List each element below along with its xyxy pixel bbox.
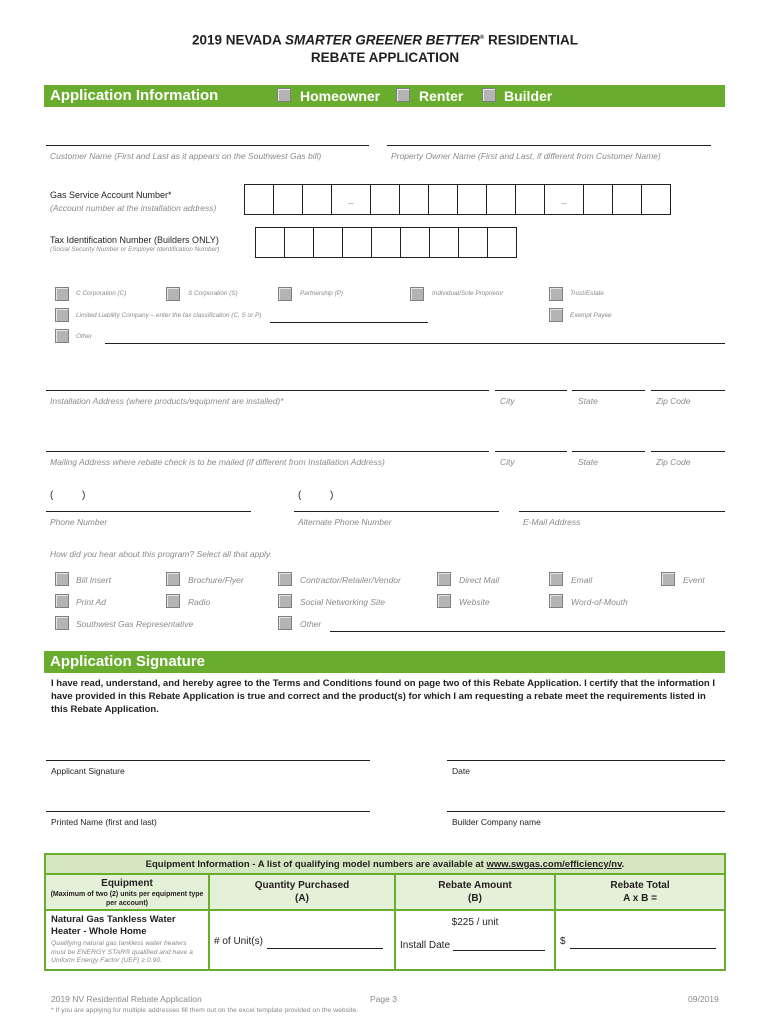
mailing-city-caption: City [500,457,515,467]
print-ad-checkbox[interactable] [55,594,69,608]
brochure-label: Brochure/Flyer [188,575,244,585]
footer-page: Page 3 [370,994,397,1004]
application-signature-header: Application Signature [44,651,725,673]
trust-estate-checkbox[interactable] [549,287,563,301]
other-tax-label: Other [76,333,92,340]
printed-name-caption: Printed Name (first and last) [51,817,157,827]
property-owner-caption: Property Owner Name (First and Last, if different from Customer Name) [391,151,661,161]
units-cell: # of Unit(s) [209,910,395,970]
date-field[interactable] [447,760,725,761]
installation-state-caption: State [578,396,598,406]
installation-city-field[interactable] [495,390,567,391]
individual-checkbox[interactable] [410,287,424,301]
hear-question: How did you hear about this program? Select all that apply. [50,549,272,559]
phone-field[interactable] [46,511,251,512]
equipment-row-name: Natural Gas Tankless Water Heater - Whole Home Qualifying natural gas tankless water heaters must be ENERGY STAR® qualified and have a Uniform Energy Factor (UEF) ≥ 0.90. [45,910,209,970]
other-source-label: Other [300,619,322,629]
llc-label: Limited Liability Company – enter the tax classification (C, S or P) [76,312,262,319]
application-info-header: Application Information Homeowner Renter Builder [44,85,725,107]
rebate-total-field[interactable] [570,948,716,949]
print-ad-label: Print Ad [76,597,106,607]
partnership-label: Partnership (P) [300,290,343,297]
tax-id-boxes[interactable] [256,227,517,258]
alt-phone-caption: Alternate Phone Number [298,517,392,527]
applicant-signature-caption: Applicant Signature [51,766,125,776]
email-source-label: Email [571,575,593,585]
mailing-zip-caption: Zip Code [656,457,691,467]
certification-text: I have read, understand, and hereby agree to the Terms and Conditions found on page two of this Rebate Application. I certify that the information I have provided in this Rebate Application is true and correct and the product(s) for which I am requesting a rebate meet the requirements listed in this Rebate Application. [51,678,716,715]
tax-id-label: Tax Identification Number (Builders ONLY) [50,235,219,245]
event-label: Event [683,575,705,585]
gas-account-sub: (Account number at the installation address) [50,203,217,213]
s-corp-checkbox[interactable] [166,287,180,301]
phone-paren-open: ( [50,490,54,501]
email-caption: E-Mail Address [523,517,581,527]
rebate-total-cell: $ [555,910,725,970]
rebate-total-col-header: Rebate Total A x B = [555,874,725,910]
renter-checkbox[interactable] [396,88,410,102]
customer-name-caption: Customer Name (First and Last as it appears on the Southwest Gas bill) [50,151,322,161]
radio-checkbox[interactable] [166,594,180,608]
builder-company-field[interactable] [447,811,725,812]
email-field[interactable] [519,511,725,512]
page-subtitle: REBATE APPLICATION [310,50,460,65]
direct-mail-label: Direct Mail [459,575,500,585]
social-networking-label: Social Networking Site [300,597,386,607]
radio-label: Radio [188,597,211,607]
footer-left: 2019 NV Residential Rebate Application [51,994,202,1004]
installation-zip-field[interactable] [651,390,725,391]
install-date-field[interactable] [453,950,545,951]
mailing-city-field[interactable] [495,451,567,452]
builder-checkbox[interactable] [482,88,496,102]
builder-label: Builder [504,88,553,104]
gas-account-label: Gas Service Account Number* [50,190,172,200]
alt-phone-field[interactable] [294,511,499,512]
other-source-field[interactable] [330,631,725,632]
builder-company-caption: Builder Company name [452,817,541,827]
printed-name-field[interactable] [46,811,370,812]
installation-city-caption: City [500,396,515,406]
individual-label: Individual/Sole Proprietor [432,290,504,297]
page-title: 2019 NEVADA SMARTER GREENER BETTER® RESIDENTIAL [191,32,578,48]
units-field[interactable] [267,948,383,949]
exempt-payee-checkbox[interactable] [549,308,563,322]
footer-note: * If you are applying for multiple addresses fill them out on the excel template provided on the website. [51,1007,359,1014]
rebate-amount-col-header: Rebate Amount (B) [395,874,555,910]
other-source-checkbox[interactable] [278,616,292,630]
c-corp-label: C Corporation (C) [76,290,127,297]
installation-zip-caption: Zip Code [656,396,691,406]
event-checkbox[interactable] [661,572,675,586]
property-owner-field[interactable] [387,145,711,146]
efficiency-link[interactable]: www.swgas.com/efficiency/nv [486,858,622,870]
phone-caption: Phone Number [50,517,108,527]
website-checkbox[interactable] [437,594,451,608]
word-of-mouth-checkbox[interactable] [549,594,563,608]
website-label: Website [459,597,490,607]
contractor-label: Contractor/Retailer/Vendor [300,575,401,585]
direct-mail-checkbox[interactable] [437,572,451,586]
partnership-checkbox[interactable] [278,287,292,301]
homeowner-checkbox[interactable] [277,88,291,102]
alt-phone-paren-open: ( [298,490,302,501]
footer-date: 09/2019 [688,994,719,1004]
applicant-signature-field[interactable] [46,760,370,761]
mailing-zip-field[interactable] [651,451,725,452]
quantity-col-header: Quantity Purchased (A) [209,874,395,910]
swgas-rep-label: Southwest Gas Representative [76,619,194,629]
email-source-checkbox[interactable] [549,572,563,586]
mailing-address-caption: Mailing Address where rebate check is to be mailed (if different from Installation Address) [50,457,385,467]
word-of-mouth-label: Word-of-Mouth [571,597,628,607]
date-caption: Date [452,766,470,776]
mailing-state-caption: State [578,457,598,467]
mailing-state-field[interactable] [572,451,645,452]
installation-address-field[interactable] [46,390,489,391]
equipment-header: Equipment Information - A list of qualifying model numbers are available at www.swgas.com/efficiency/nv. [45,854,725,874]
equipment-col-header: Equipment (Maximum of two (2) units per equipment type per account) [45,874,209,910]
phone-paren-close: ) [82,490,86,501]
homeowner-label: Homeowner [300,88,381,104]
bill-insert-label: Bill Insert [76,575,111,585]
other-tax-field[interactable] [105,343,725,344]
c-corp-checkbox[interactable] [55,287,69,301]
bill-insert-checkbox[interactable] [55,572,69,586]
contractor-checkbox[interactable] [278,572,292,586]
tax-id-sub: (Social Security Number or Employer Identification Number) [50,246,220,253]
installation-state-field[interactable] [572,390,645,391]
mailing-address-field[interactable] [46,451,489,452]
brochure-checkbox[interactable] [166,572,180,586]
s-corp-label: S Corporation (S) [188,290,238,297]
gas-account-boxes[interactable]: _ _ [245,184,671,215]
equipment-table [44,853,726,971]
llc-checkbox[interactable] [55,308,69,322]
other-tax-checkbox[interactable] [55,329,69,343]
installation-address-caption: Installation Address (where products/equipment are installed)* [50,396,284,406]
swgas-rep-checkbox[interactable] [55,616,69,630]
alt-phone-paren-close: ) [330,490,334,501]
customer-name-field[interactable] [46,145,369,146]
rebate-amount-cell: $225 / unit Install Date [395,910,555,970]
social-networking-checkbox[interactable] [278,594,292,608]
llc-classification-field[interactable] [270,322,428,323]
trust-estate-label: Trust/Estate [570,290,604,297]
renter-label: Renter [419,88,464,104]
exempt-payee-label: Exempt Payee [570,312,612,319]
